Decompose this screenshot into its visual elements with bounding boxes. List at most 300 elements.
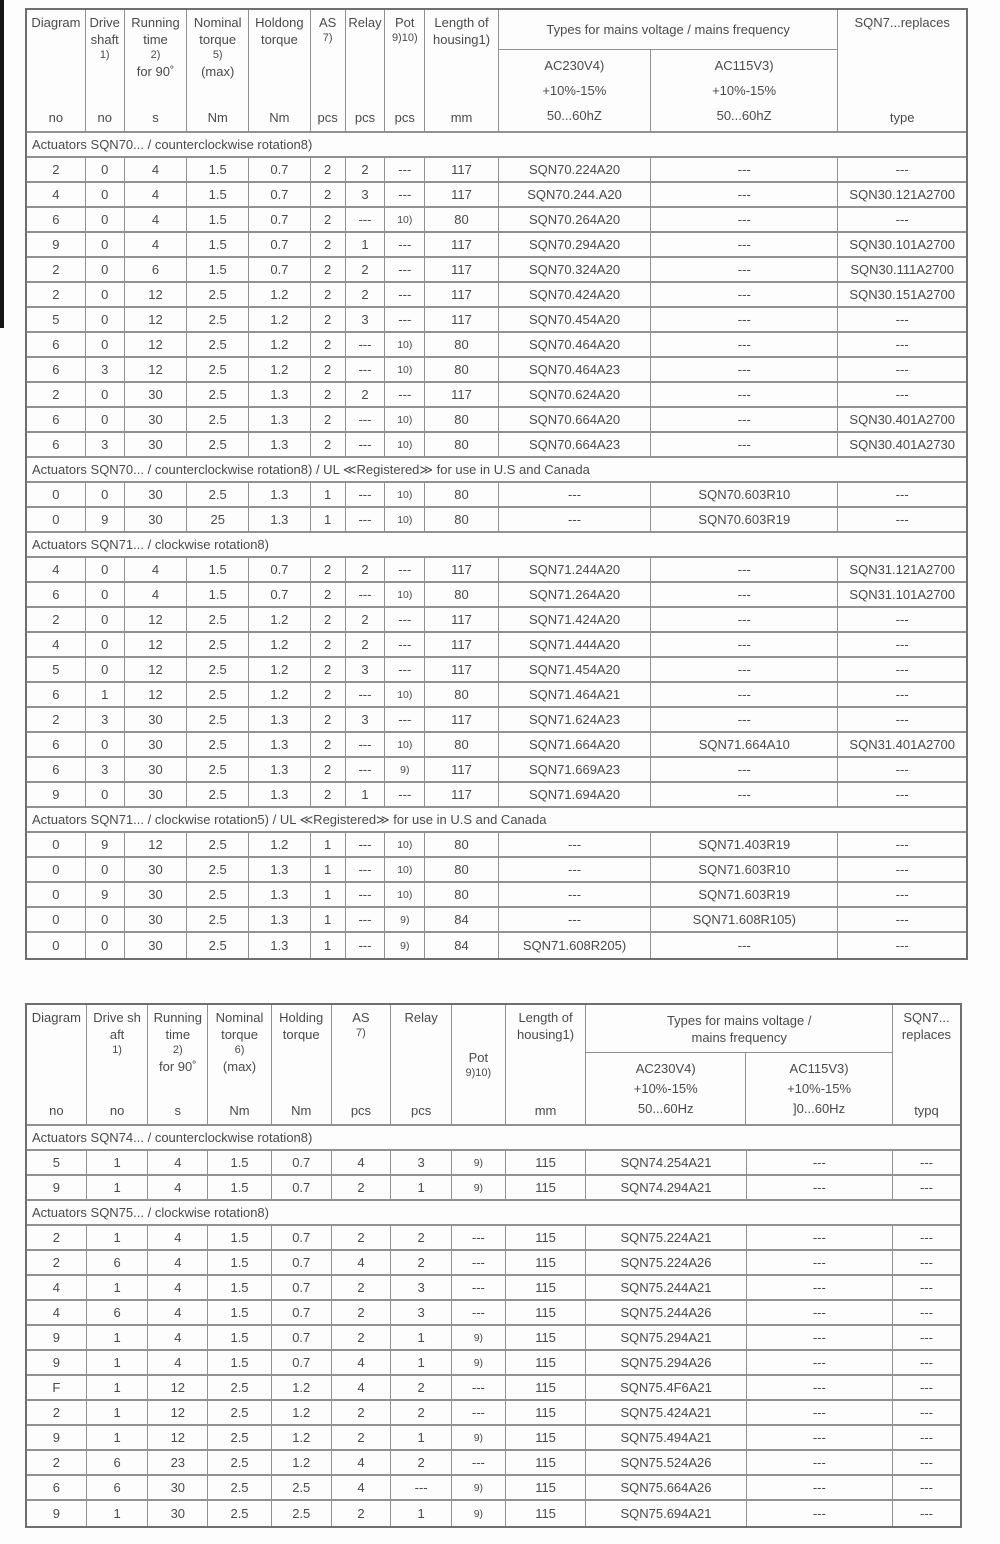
cell: 9 — [86, 883, 125, 906]
cell: --- — [346, 908, 386, 931]
cell: 1.2 — [249, 658, 311, 681]
cell: 4 — [148, 1226, 208, 1249]
cell: 2 — [332, 1276, 392, 1299]
cell: 9 — [86, 833, 125, 856]
cell: 1 — [87, 1376, 149, 1399]
cell: --- — [895, 912, 909, 927]
cell: 2 — [346, 283, 386, 306]
voltage-group — [499, 10, 839, 131]
column-header-line: Diagram — [31, 1010, 81, 1025]
cell: 0.7 — [249, 258, 311, 281]
column-header — [506, 1005, 587, 1124]
cell: 4 — [27, 558, 86, 581]
table-body — [27, 1126, 960, 1526]
column-header — [452, 1005, 506, 1124]
column-header-line: Length of — [434, 15, 489, 30]
cell: SQN75.294A21 — [586, 1326, 746, 1349]
voltage-column-line: 50...60hZ — [546, 108, 602, 123]
cell: --- — [747, 1301, 893, 1324]
cell: 6 — [27, 583, 86, 606]
cell: 9) — [452, 1151, 506, 1174]
cell: --- — [651, 333, 838, 356]
cell: --- — [346, 483, 386, 506]
cell: SQN75.224A21 — [586, 1226, 746, 1249]
cell: SQN71.244A20 — [499, 558, 651, 581]
table-row — [27, 283, 966, 308]
cell: 10) — [385, 883, 425, 906]
cell: 1 — [87, 1176, 149, 1199]
cell: 3 — [86, 358, 125, 381]
cell: 117 — [425, 633, 499, 656]
cell: 1 — [86, 683, 125, 706]
cell: 1.2 — [272, 1376, 332, 1399]
cell: 117 — [425, 783, 499, 806]
cell: 2 — [27, 1451, 87, 1474]
section-header: Actuators SQN71... / clockwise rotation5) / UL ≪Registered≫ for use in U.S and Canada — [27, 808, 966, 833]
column-header-line: aft — [109, 1027, 125, 1042]
cell: 0.7 — [272, 1151, 332, 1174]
cell: 1.5 — [208, 1226, 272, 1249]
cell: 30 — [125, 383, 188, 406]
cell: 2.5 — [187, 683, 249, 706]
cell: 0 — [27, 833, 86, 856]
cell: 3 — [346, 658, 386, 681]
cell: 4 — [27, 1301, 87, 1324]
column-header — [87, 1005, 149, 1124]
column-header-line: time — [143, 32, 168, 47]
cell: SQN30.401A2730 — [849, 437, 955, 452]
column-header-line: Running — [131, 15, 180, 30]
cell: 2.5 — [187, 733, 249, 756]
cell: 6 — [87, 1476, 149, 1499]
table-row — [27, 758, 966, 783]
cell: 4 — [125, 233, 188, 256]
cell: 2 — [332, 1401, 392, 1424]
cell: --- — [651, 558, 838, 581]
cell: 0 — [86, 658, 125, 681]
cell: 0.7 — [249, 158, 311, 181]
cell: --- — [919, 1380, 933, 1395]
cell: 2 — [27, 1251, 87, 1274]
cell: SQN71.424A20 — [499, 608, 651, 631]
column-header-line: torque — [221, 1027, 258, 1042]
cell: 2.5 — [187, 383, 249, 406]
voltage-column-header — [586, 1053, 746, 1124]
cell: --- — [895, 362, 909, 377]
cell: --- — [747, 1426, 893, 1449]
cell: 0 — [27, 508, 86, 531]
cell: SQN70.294A20 — [499, 233, 651, 256]
column-header-line: Relay — [404, 1010, 438, 1025]
cell: SQN75.294A26 — [586, 1351, 746, 1374]
cell: 1.3 — [249, 433, 311, 456]
cell: 2 — [311, 358, 346, 381]
cell: 23 — [148, 1451, 208, 1474]
cell: SQN75.694A21 — [586, 1501, 746, 1526]
voltage-group-title-line: Types for mains voltage / — [666, 1012, 812, 1028]
cell: 2 — [27, 1401, 87, 1424]
cell: SQN70.603R10 — [651, 483, 838, 506]
cell: 115 — [506, 1451, 587, 1474]
cell: 0.7 — [249, 183, 311, 206]
column-header-line: Relay — [348, 15, 382, 30]
cell: 2 — [311, 583, 346, 606]
column-header-line: 7) — [356, 1027, 366, 1039]
cell: 2 — [332, 1501, 392, 1526]
column-header-line: 9)10) — [391, 32, 418, 44]
cell: --- — [651, 208, 838, 231]
column-header-line: 6) — [234, 1044, 245, 1056]
column-header-line: Length of — [518, 1010, 573, 1025]
cell: SQN75.4F6A21 — [586, 1376, 746, 1399]
cell: 4 — [148, 1326, 208, 1349]
cell: 1.5 — [187, 158, 249, 181]
cell: SQN30.151A2700 — [849, 287, 955, 302]
cell: 9) — [452, 1501, 506, 1526]
cell: 10) — [385, 333, 425, 356]
cell: 9 — [27, 1426, 87, 1449]
cell: 4 — [148, 1176, 208, 1199]
cell: --- — [346, 833, 386, 856]
cell: --- — [919, 1430, 933, 1445]
cell: 6 — [27, 333, 86, 356]
cell: 1 — [311, 858, 346, 881]
cell: --- — [346, 758, 386, 781]
cell: 6 — [27, 733, 86, 756]
cell: 80 — [425, 333, 499, 356]
cell: SQN71.624A23 — [499, 708, 651, 731]
cell: --- — [895, 162, 909, 177]
cell: 1.3 — [249, 933, 311, 958]
cell: --- — [747, 1276, 893, 1299]
cell: 1.2 — [249, 683, 311, 706]
cell: 117 — [425, 183, 499, 206]
cell: 30 — [125, 408, 188, 431]
cell: 115 — [506, 1351, 587, 1374]
cell: 2 — [391, 1251, 452, 1274]
column-header-line: for 90˚ — [159, 1059, 197, 1074]
table-row — [27, 258, 966, 283]
column-header-line: 2) — [172, 1044, 183, 1056]
cell: 2.5 — [187, 933, 249, 958]
column-unit: no — [48, 110, 64, 125]
table-row — [27, 1476, 960, 1501]
column-header — [27, 1005, 87, 1124]
table-header — [27, 10, 966, 133]
cell: 80 — [425, 208, 499, 231]
column-header — [86, 10, 125, 131]
cell: 30 — [125, 508, 188, 531]
table-row — [27, 833, 966, 858]
cell: --- — [346, 733, 386, 756]
cell: 117 — [425, 558, 499, 581]
cell: 2.5 — [187, 483, 249, 506]
cell: --- — [919, 1305, 933, 1320]
voltage-column-line: +10%-15% — [712, 83, 777, 98]
table-body — [27, 133, 966, 958]
cell: 2 — [311, 558, 346, 581]
cell: --- — [651, 633, 838, 656]
cell: 2 — [311, 708, 346, 731]
cell: --- — [346, 883, 386, 906]
cell: 1.5 — [187, 233, 249, 256]
column-header — [148, 1005, 208, 1124]
scan-artifact-line — [0, 0, 4, 328]
column-header — [385, 10, 425, 131]
column-header-line: shaft — [90, 32, 119, 47]
cell: 2.5 — [187, 783, 249, 806]
column-header-line: (max) — [222, 1059, 257, 1074]
cell: 1.2 — [249, 633, 311, 656]
cell: 2.5 — [208, 1426, 272, 1449]
cell: --- — [919, 1280, 933, 1295]
cell: 2 — [391, 1401, 452, 1424]
cell: 0 — [27, 858, 86, 881]
cell: 2.5 — [208, 1376, 272, 1399]
cell: 4 — [332, 1451, 392, 1474]
column-header — [391, 1005, 452, 1124]
cell: 0 — [86, 408, 125, 431]
cell: 12 — [148, 1376, 208, 1399]
cell: 0.7 — [272, 1226, 332, 1249]
cell: SQN75.244A26 — [586, 1301, 746, 1324]
cell: 1 — [391, 1176, 452, 1199]
cell: 0 — [86, 558, 125, 581]
section-header: Actuators SQN74... / counterclockwise rotation8) — [27, 1126, 960, 1151]
column-header-line: 5) — [212, 49, 223, 61]
section-header: Actuators SQN71... / clockwise rotation8) — [27, 533, 966, 558]
cell: SQN70.624A20 — [499, 383, 651, 406]
cell: 4 — [332, 1151, 392, 1174]
cell: 0.7 — [249, 583, 311, 606]
cell: 5 — [27, 308, 86, 331]
cell: 12 — [125, 283, 188, 306]
table-row — [27, 208, 966, 233]
cell: 2.5 — [208, 1451, 272, 1474]
cell: --- — [452, 1251, 506, 1274]
cell: SQN75.224A26 — [586, 1251, 746, 1274]
cell: 117 — [425, 708, 499, 731]
column-header-line: housing1) — [432, 32, 491, 47]
cell: 2.5 — [187, 608, 249, 631]
cell: --- — [651, 408, 838, 431]
table-header — [27, 1005, 960, 1126]
voltage-column-header — [651, 50, 838, 131]
column-header-line: Drive sh — [93, 1010, 141, 1025]
cell: 0 — [86, 383, 125, 406]
column-header-line: 1) — [99, 49, 110, 61]
cell: 1.5 — [208, 1176, 272, 1199]
cell: 0 — [27, 883, 86, 906]
cell: SQN30.101A2700 — [849, 237, 955, 252]
column-unit: no — [49, 1103, 64, 1118]
table-row — [27, 1301, 960, 1326]
cell: 30 — [125, 908, 188, 931]
voltage-column-line: +10%-15% — [542, 83, 607, 98]
cell: 9 — [27, 1176, 87, 1199]
column-unit: no — [97, 110, 112, 125]
column-header-line: Pot — [468, 1049, 489, 1065]
cell: 12 — [125, 358, 188, 381]
cell: 1 — [391, 1326, 452, 1349]
replaces-header-line: SQN7...replaces — [854, 15, 950, 30]
column-header-line: torque — [199, 32, 237, 47]
cell: --- — [747, 1176, 893, 1199]
cell: 2 — [332, 1301, 392, 1324]
column-header-line: 7) — [322, 32, 333, 44]
cell: 4 — [125, 208, 188, 231]
cell: --- — [452, 1301, 506, 1324]
column-unit: no — [109, 1103, 125, 1118]
cell: 2 — [311, 408, 346, 431]
cell: 10) — [385, 408, 425, 431]
cell: 1.5 — [208, 1276, 272, 1299]
cell: --- — [651, 758, 838, 781]
table-row — [27, 1351, 960, 1376]
cell: --- — [346, 858, 386, 881]
cell: 30 — [125, 733, 188, 756]
cell: 2.5 — [187, 333, 249, 356]
column-header — [187, 10, 249, 131]
cell: --- — [346, 933, 386, 958]
cell: 2 — [311, 208, 346, 231]
cell: --- — [385, 633, 425, 656]
table-row — [27, 908, 966, 933]
column-header-line: housing1) — [517, 1027, 575, 1042]
cell: --- — [895, 787, 909, 802]
cell: 84 — [425, 933, 499, 958]
cell: 0 — [86, 608, 125, 631]
table-row — [27, 683, 966, 708]
table-row — [27, 1326, 960, 1351]
cell: 6 — [125, 258, 188, 281]
cell: --- — [452, 1401, 506, 1424]
cell: 80 — [425, 883, 499, 906]
cell: 25 — [187, 508, 249, 531]
cell: 0.7 — [272, 1176, 332, 1199]
cell: 10) — [385, 858, 425, 881]
cell: 2.5 — [187, 658, 249, 681]
cell: 2 — [346, 633, 386, 656]
cell: 80 — [425, 833, 499, 856]
cell: SQN31.101A2700 — [849, 587, 955, 602]
cell: 1.5 — [187, 183, 249, 206]
cell: 1.3 — [249, 708, 311, 731]
cell: 9) — [452, 1351, 506, 1374]
cell: SQN75.524A26 — [586, 1451, 746, 1474]
cell: SQN71.444A20 — [499, 633, 651, 656]
cell: 6 — [87, 1301, 149, 1324]
cell: 3 — [391, 1301, 452, 1324]
cell: 1 — [87, 1401, 149, 1424]
cell: 0.7 — [272, 1326, 332, 1349]
cell: 0 — [86, 583, 125, 606]
cell: SQN75.664A26 — [586, 1476, 746, 1499]
cell: --- — [651, 258, 838, 281]
cell: 1.2 — [249, 283, 311, 306]
cell: --- — [747, 1351, 893, 1374]
cell: SQN30.401A2700 — [849, 412, 955, 427]
cell: 12 — [125, 608, 188, 631]
cell: 12 — [148, 1426, 208, 1449]
cell: 0.7 — [272, 1351, 332, 1374]
cell: SQN71.603R10 — [651, 858, 838, 881]
cell: --- — [895, 337, 909, 352]
cell: 12 — [125, 333, 188, 356]
cell: 2.5 — [208, 1501, 272, 1526]
cell: SQN71.664A10 — [651, 733, 838, 756]
column-header — [272, 1005, 332, 1124]
cell: 0 — [86, 208, 125, 231]
replaces-column-header — [838, 10, 966, 131]
cell: 1.3 — [249, 483, 311, 506]
cell: SQN70.264A20 — [499, 208, 651, 231]
column-header-line: Nominal — [215, 1010, 264, 1025]
cell: 3 — [346, 308, 386, 331]
cell: 2 — [346, 608, 386, 631]
cell: 2.5 — [187, 858, 249, 881]
cell: 1.3 — [249, 883, 311, 906]
cell: 1 — [87, 1151, 149, 1174]
cell: 2.5 — [187, 833, 249, 856]
cell: 1.3 — [249, 508, 311, 531]
table-row — [27, 1251, 960, 1276]
column-unit: pcs — [317, 110, 338, 125]
cell: 2 — [311, 333, 346, 356]
column-header-line: (max) — [201, 64, 235, 79]
cell: 2 — [27, 283, 86, 306]
cell: --- — [651, 283, 838, 306]
voltage-column-line: AC115V3) — [714, 58, 774, 73]
cell: --- — [651, 933, 838, 958]
cell: 6 — [27, 683, 86, 706]
cell: --- — [346, 583, 386, 606]
cell: --- — [895, 938, 909, 953]
cell: 6 — [87, 1451, 149, 1474]
cell: --- — [385, 283, 425, 306]
cell: SQN74.254A21 — [586, 1151, 746, 1174]
column-header-line: AS — [352, 1010, 370, 1025]
cell: 1 — [87, 1351, 149, 1374]
cell: 2 — [346, 383, 386, 406]
cell: 4 — [332, 1351, 392, 1374]
column-unit: Nm — [229, 1103, 250, 1118]
voltage-columns — [586, 1053, 892, 1124]
cell: --- — [385, 308, 425, 331]
cell: 9 — [27, 783, 86, 806]
column-header — [208, 1005, 272, 1124]
cell: 10) — [385, 483, 425, 506]
cell: 9) — [385, 758, 425, 781]
cell: --- — [385, 783, 425, 806]
voltage-column-line: +10%-15% — [633, 1081, 698, 1096]
cell: SQN70.424A20 — [499, 283, 651, 306]
cell: 2 — [311, 733, 346, 756]
cell: --- — [499, 858, 651, 881]
cell: 0.7 — [272, 1276, 332, 1299]
cell: 0.7 — [249, 208, 311, 231]
cell: 9 — [27, 1351, 87, 1374]
cell: 1.5 — [187, 208, 249, 231]
cell: 1.3 — [249, 908, 311, 931]
cell: 3 — [86, 433, 125, 456]
voltage-column-line: AC230V4) — [544, 58, 605, 73]
cell: 3 — [391, 1151, 452, 1174]
cell: 2 — [311, 758, 346, 781]
voltage-group-title-line: mains frequency — [691, 1029, 787, 1045]
cell: --- — [895, 712, 909, 727]
cell: 3 — [346, 183, 386, 206]
